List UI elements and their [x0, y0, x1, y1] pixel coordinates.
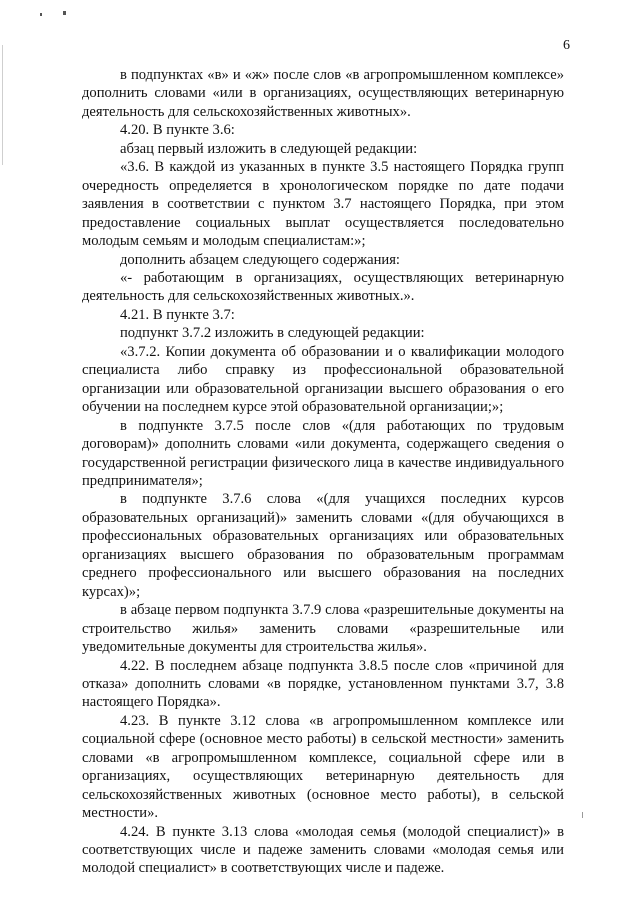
document-body — [82, 66, 564, 878]
paragraph: в абзаце первом подпункта 3.7.9 слова «разрешительные документы на строительство жилья» заменить словами «разрешительные или уведомительные документы для строительства жилья». — [82, 602, 564, 656]
scan-edge-line — [2, 45, 3, 165]
paragraph: 4.21. В пункте 3.7: — [120, 306, 235, 323]
paragraph: 4.24. В пункте 3.13 слова «молодая семья (молодой специалист)» в соответствующих числе и падеже заменить словами «молодая семья или молодой специалист» в соответствующих числе и падеже. — [82, 823, 564, 877]
paragraph: «3.7.2. Копии документа об образовании и о квалификации молодого специалиста либо справку из профессиональной образовательной организации или образовательной организации высшего образования о его обучении на последнем курсе этой образовательной организации;»; — [82, 343, 564, 416]
scan-speck — [63, 11, 66, 15]
paragraph: «3.6. В каждой из указанных в пункте 3.5 настоящего Порядка групп очередность определяется в хронологическом порядке по дате подачи заявления в соответствии с пунктом 3.7 настоящего Порядка, при этом предоставление социальных выплат осуществляется последовательно молодым семьям и молодым специалистам:»; — [82, 159, 564, 250]
paragraph: 4.23. В пункте 3.12 слова «в агропромышленном комплексе или социальной сфере (основное место работы) в сельской местности» заменить словами «в агропромышленном комплексе, социальной сфере или в организациях, осуществляющих ветеринарную деятельность для сельскохозяйственных животных (основное место работы), в сельской местности». — [82, 712, 564, 822]
scan-speck — [40, 13, 42, 16]
paragraph: в подпункте 3.7.5 после слов «(для работающих по трудовым договорам)» дополнить словами «или документа, содержащего сведения о государственной регистрации физического лица в качестве индивидуального предпринимателя»; — [82, 417, 564, 489]
paragraph: в подпункте 3.7.6 слова «(для учащихся последних курсов образовательных организаций)» заменить словами «(для обучающихся в профессиональных образовательных организациях или образовательных организациях высшего образования по образовательным программам среднего профессионального или высшего образования на последних курсах)»; — [82, 491, 564, 600]
paragraph: в подпунктах «в» и «ж» после слов «в агропромышленном комплексе» дополнить словами «или в организациях, осуществляющих ветеринарную деятельность для сельскохозяйственных животных». — [82, 67, 564, 120]
page-number: 6 — [563, 38, 570, 53]
paragraph: «- работающим в организациях, осуществляющих ветеринарную деятельность для сельскохозяйственных животных.». — [82, 269, 564, 305]
scan-speck — [582, 812, 583, 818]
paragraph: дополнить абзацем следующего содержания: — [120, 251, 400, 268]
paragraph: абзац первый изложить в следующей редакции: — [120, 140, 418, 157]
paragraph: 4.20. В пункте 3.6: — [120, 122, 235, 139]
paragraph: подпункт 3.7.2 изложить в следующей редакции: — [120, 325, 425, 342]
paragraph: 4.22. В последнем абзаце подпункта 3.8.5 после слов «причиной для отказа» дополнить словами «в порядке, установленном пунктами 3.7, 3.8 настоящего Порядка». — [82, 657, 564, 711]
